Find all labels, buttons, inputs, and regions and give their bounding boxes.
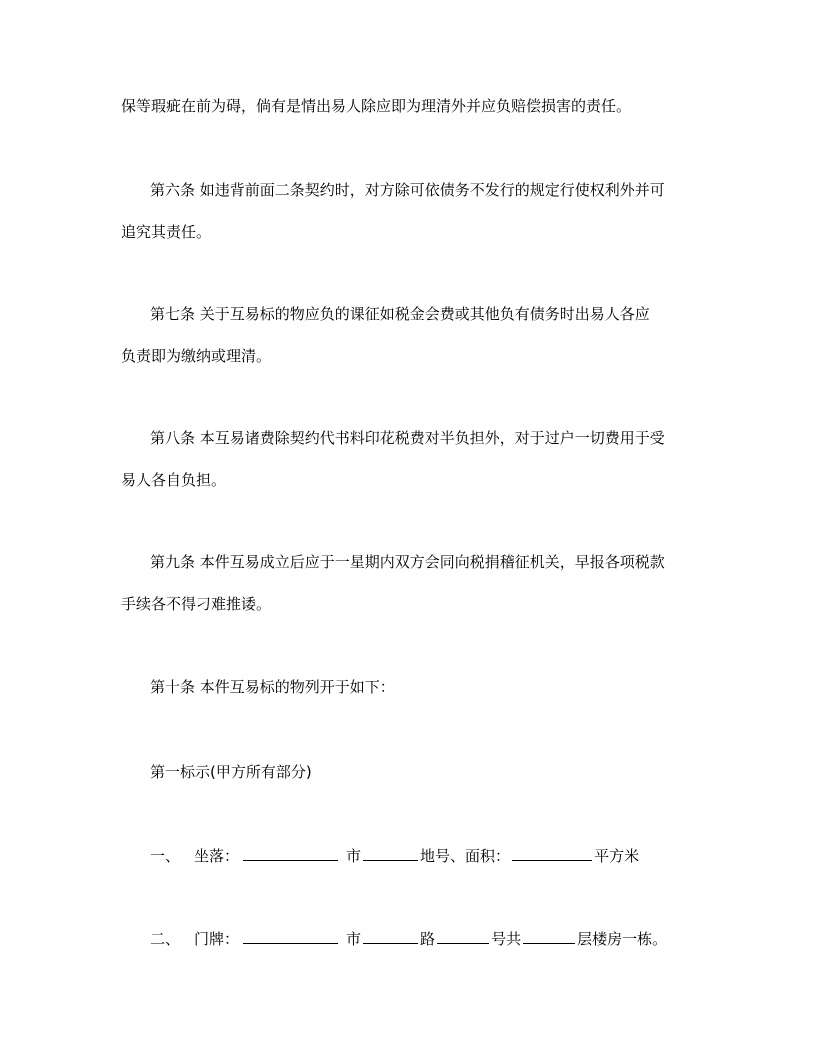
- item-1-number: 一、: [150, 847, 181, 865]
- item-1-label: 坐落：: [194, 847, 240, 865]
- number-blank: [437, 929, 489, 944]
- article-9-line-1: 第九条 本件互易成立后应于一星期内双方会同向税捐稽征机关，早报各项税款: [150, 553, 665, 571]
- article-6-line-2: 追究其责任。: [121, 223, 212, 241]
- floors-blank: [523, 929, 575, 944]
- item-1-unit: 平方米: [594, 847, 640, 865]
- article-8-line-2: 易人各自负担。: [121, 471, 227, 489]
- item-2-city: 市: [346, 930, 362, 948]
- address-blank: [243, 929, 338, 944]
- item-1-city: 市: [346, 847, 362, 865]
- article-6-line-1: 第六条 如违背前面二条契约时，对方除可依债务不发行的规定行使权利外并可: [150, 181, 665, 199]
- section-heading: 第一标示(甲方所有部分): [150, 763, 312, 781]
- area-blank: [512, 846, 592, 861]
- item-2-road: 路: [420, 930, 436, 948]
- item-1-lot: 地号、面积：: [420, 847, 511, 865]
- item-2-address: [150, 929, 667, 949]
- item-2-number: 二、: [150, 930, 181, 948]
- item-2-label: 门牌：: [194, 930, 240, 948]
- item-2-no: 号共: [491, 930, 522, 948]
- text-line: 保等瑕疵在前为碍，倘有是情出易人除应即为理清外并应负赔偿损害的责任。: [121, 97, 632, 115]
- article-10-line: 第十条 本件互易标的物列开于如下：: [150, 678, 395, 696]
- location-blank: [243, 846, 338, 861]
- article-8-line-1: 第八条 本互易诸费除契约代书料印花税费对半负担外，对于过户一切费用于受: [150, 429, 665, 447]
- city-blank: [363, 846, 418, 861]
- article-7-line-2: 负责即为缴纳或理清。: [121, 347, 272, 365]
- article-7-line-1: 第七条 关于互易标的物应负的课征如税金会费或其他负有债务时出易人各应: [150, 305, 650, 323]
- item-2-floors: 层楼房一栋。: [577, 930, 668, 948]
- road-blank: [363, 929, 418, 944]
- article-9-line-2: 手续各不得刁难推诿。: [121, 595, 272, 613]
- item-1-location: [150, 846, 639, 866]
